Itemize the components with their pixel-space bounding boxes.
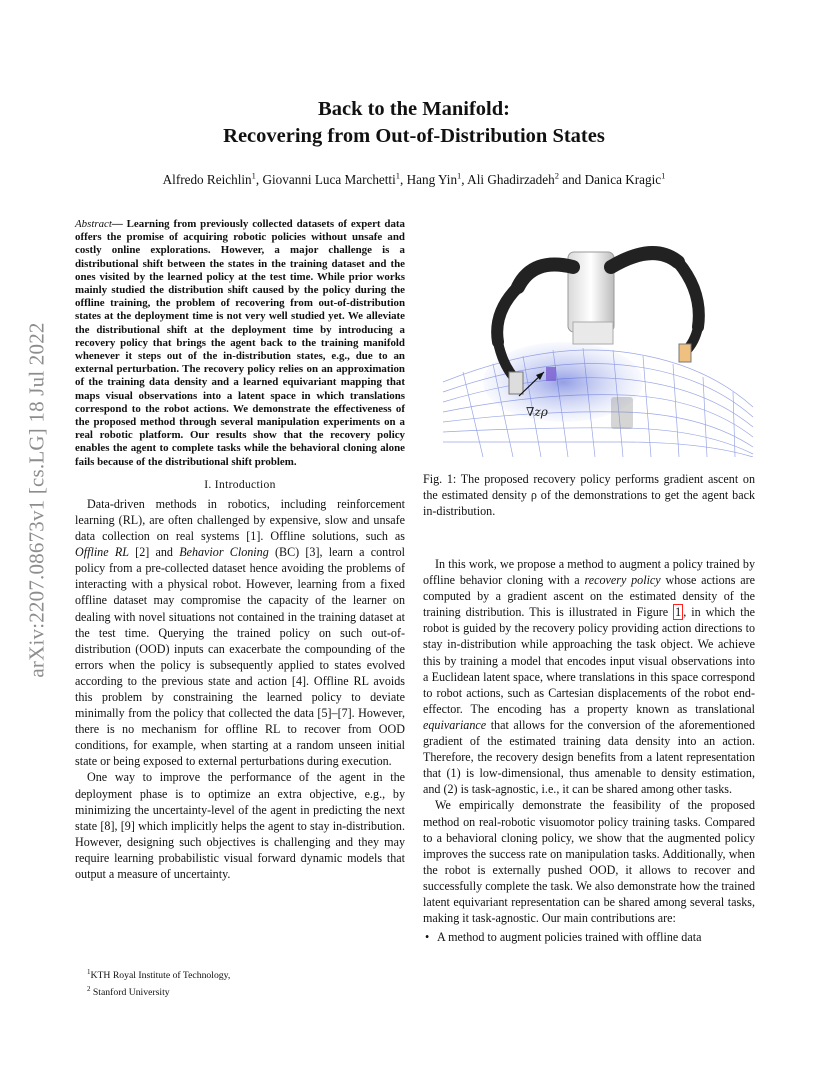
title-line-1: Back to the Manifold: — [318, 98, 510, 120]
arxiv-side-stamp — [22, 295, 52, 705]
figure-1-caption: Fig. 1: The proposed recovery policy performs gradient ascent on the estimated density ρ of the demonstrations to get the agent back in-distribution. — [423, 472, 755, 519]
cup-object — [611, 397, 633, 429]
left-column — [75, 218, 405, 882]
figure-reference-link[interactable]: 1 — [675, 605, 682, 620]
author: Giovanni Luca Marchetti$^1$, — [262, 171, 407, 188]
author: Ali Ghadirzadeh$^2$ and — [467, 171, 585, 188]
paper-title — [0, 96, 828, 150]
right-paragraph-1: In this work, we propose a method to augment a policy trained by offline behavior cloning with a recovery policy whose actions are computed by a gradient ascent on the estimated density of the training distribution. This is illustrated in Figure 1 , in which the robot is guided by the recovery policy providing action directions to stay in-distribution while approaching the task object. We achieve this by training a model that encodes input visual observations into a Euclidean latent space, where translations in this space correspond to robot actions, such as Cartesian displacements of the robot end-effector. The encoding has a property known as translational equivariance that allows for the conversion of the aforementioned gradient of the estimated training data density into an action. Therefore, the recovery design benefits from a latent representation that (1) is low-dimensional, thus amenable to density estimation, and (2) is task-agnostic, i.e., it can be shared among other tasks. — [423, 557, 755, 797]
target-object — [546, 367, 556, 381]
author: Danica Kragic$^1$ — [584, 171, 666, 188]
section-heading-introduction: I. Introduction — [204, 477, 276, 491]
footnotes — [87, 966, 230, 999]
title-line-2: Recovering from Out-of-Distribution States — [223, 125, 605, 147]
author: Hang Yin$^1$, — [406, 171, 468, 188]
abstract-lead: Abstract — [75, 218, 112, 230]
intro-paragraph-2: One way to improve the performance of the agent in the deployment phase is to optimize an extra objective, e.g., by minimizing the uncertainty-level of the agent in predicting the next state [8], [9] which implicitly helps the agent to stay in-distribution. However, designing such objectives is challenging and they may require learning probabilistic visual forward dynamic models that output a measure of uncertainty. — [75, 770, 405, 882]
gradient-label: ∇zρ — [526, 405, 548, 419]
figure-1 — [423, 232, 755, 457]
left-gripper — [509, 372, 523, 394]
author: Alfredo Reichlin$^1$, — [162, 171, 263, 188]
right-column-figure — [423, 232, 755, 520]
robot-illustration — [423, 232, 755, 457]
arxiv-identifier: arXiv:2207.08673v1 [cs.LG] 18 Jul 2022 — [24, 322, 49, 678]
abstract — [75, 218, 405, 469]
footnote-2: $^2$ Stanford University — [87, 984, 170, 998]
abstract-text: — Learning from previously collected datasets of expert data offers the promise of acquiring robotic policies without unsafe and costly online explorations. However, a major challenge is a distributional shift between the states in the training dataset and the ones visited by the learned policy at the test time. While prior works mainly studied the distribution shift caused by the policy during the offline training, the problem of recovering from out-of-distribution states at the deployment time is not very well studied yet. We alleviate the distributional shift at the deployment time by introducing a recovery policy that brings the agent back to the training manifold whenever it steps out of the in-distribution states, e.g., due to an external perturbation. The recovery policy relies on an approximation of the training data density and a learned equivariant mapping that maps visual observations into a latent space in which translations correspond to the robot actions. We demonstrate the effectiveness of the proposed method through several manipulation experiments on a real robotic platform. Our results show that the recovery policy enables the agent to complete tasks while the behavioral cloning alone fails because of the distributional shift problem. — [75, 218, 405, 468]
right-column-body — [423, 556, 755, 945]
author-list — [0, 171, 828, 188]
right-gripper — [679, 344, 691, 362]
contribution-bullet-1: • A method to augment policies trained with offline data — [437, 929, 755, 945]
intro-paragraph-1: Data-driven methods in robotics, including reinforcement learning (RL), are often challenged by expensive, slow and unsafe data collection on real systems [1]. Offline solutions, such as Offline RL [2] and Behavior Cloning (BC) [3], learn a control policy from a pre-collected dataset hence avoiding the problems of interacting with a physical robot. However, learning from a fixed offline dataset may compromise the capacity of the learner on dealing with novel situations not contained in the training dataset at the test time. Querying the trained policy on such out-of-distribution (OOD) inputs can exacerbate the compounding of the errors when the policy is subsequently applied to states evolved according to the previous state and action [4]. Offline RL avoids this problem by constraining the learned policy to deviate minimally from the policy that collected the data [5]–[7]. However, there is no mechanism for offline RL to recover from OOD conditions, for example, when starting at a random unseen initial state or being exposed to external perturbations during execution. — [75, 496, 406, 769]
footnote-1: $^1$KTH Royal Institute of Technology, — [87, 968, 231, 982]
robot-right-arm — [611, 253, 699, 352]
right-paragraph-2: We empirically demonstrate the feasibility of the proposed method on real-robotic visuomotor policy training tasks. Compared to a behavioral cloning policy, we show that the augmented policy improves the success rate on manipulation tasks. Additionally, when the robot is externally pushed OOD, it allows to recover and successfully complete the task. We also demonstrate how the trained latent equivariant representation can be shared among several tasks, making it task-agnostic. Our main contributions are: — [423, 798, 755, 926]
